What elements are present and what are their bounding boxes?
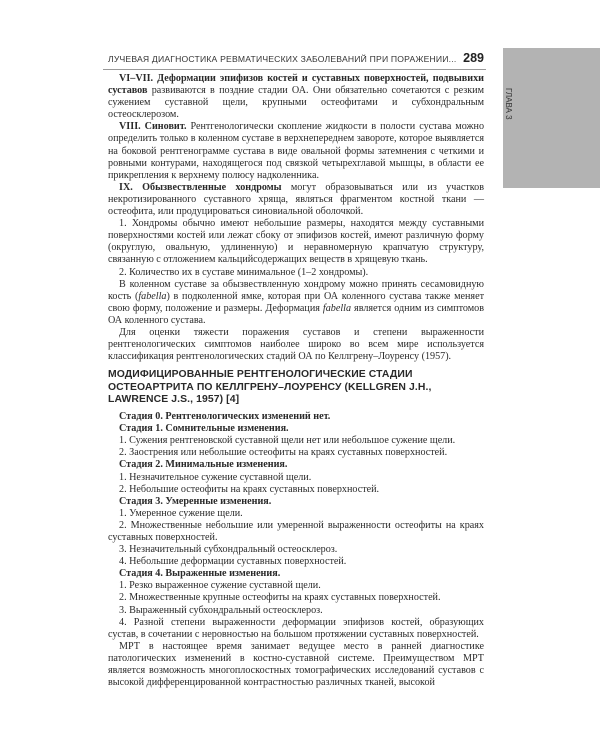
list-item: 1. Умеренное сужение щели. xyxy=(119,507,243,519)
list-item: 1. Сужения рентгеновской суставной щели нет или небольшое сужение щели. xyxy=(119,435,456,447)
list-item: 1. Незначительное сужение суставной щели. xyxy=(119,471,312,483)
page-body xyxy=(108,73,484,689)
header-rule xyxy=(103,69,486,70)
list-item: 2. Множественные небольшие или умеренной выраженности остеофиты на краях суставных поверхностей. xyxy=(108,519,484,543)
paragraph-classification: Для оценки тяжести поражения суставов и степени выраженности рентгенологических симптомов наиболее широко во всем мире используется классификация рентгенологических стадий ОА по Келлгрену–Лоуренсу (1957). xyxy=(108,326,484,363)
paragraph-fabella: В коленном суставе за обызвествленную хондрому можно принять сесамовидную кость (fabella) в подколенной ямке, которая при ОА коленного сустава также меняет свою форму, положение и размеры. Деформация fabella является одним из симптомов ОА коленного сустава. xyxy=(108,278,484,326)
list-item: 3. Выраженный субхондральный остеосклероз. xyxy=(119,604,323,616)
paragraph-deformations: VI–VII. Деформации эпифизов костей и суставных поверхностей, подвывихи суставов развиваются в поздние стадии ОА. Они обязательно сочетаются с резким сужением суставной щели, крупными остеофитами и субхондральным остеосклерозом. xyxy=(108,73,484,121)
list-item: 1. Резко выраженное сужение суставной щели. xyxy=(119,580,321,592)
stage-heading: Стадия 1. Сомнительные изменения. xyxy=(119,423,289,435)
stage-heading: Стадия 0. Рентгенологических изменений нет. xyxy=(119,411,331,423)
chapter-tab-label: ГЛАВА 3 xyxy=(504,88,513,120)
list-item: 4. Разной степени выраженности деформации эпифизов костей, образующих сустав, в сочетании с неровностью на большом протяжении суставных поверхностей. xyxy=(108,616,484,640)
list-item: 2. Множественные крупные остеофиты на краях суставных поверхностей. xyxy=(119,592,441,604)
stage-heading: Стадия 4. Выраженные изменения. xyxy=(119,568,281,580)
list-item: 1. Хондромы обычно имеют небольшие размеры, находятся между суставными поверхностями костей или лежат сбоку от эпифизов костей, имеют различную форму (округлую, овальную, удлиненную) и неравномерную крапчатую структуру, связанную с отложением кальцийсодержащих веществ в хрящевую ткань. xyxy=(108,218,484,266)
list-item: 2. Небольшие остеофиты на краях суставных поверхностей. xyxy=(119,483,380,495)
paragraph-synovitis: VIII. Синовит. Рентгенологически скопление жидкости в полости сустава можно определить только в коленном суставе в верхнепереднем завороте, которое выявляется на боковой рентгенограмме сустава в виде овальной формы затемнения с четкими и ровными контурами, находящегося под связкой четырехглавой мышцы, в области ее прикрепления к верхнему полюсу надколенника. xyxy=(108,121,485,181)
stages-list xyxy=(108,411,484,641)
running-head: ЛУЧЕВАЯ ДИАГНОСТИКА РЕВМАТИЧЕСКИХ ЗАБОЛЕВАНИЙ ПРИ ПОРАЖЕНИИ... xyxy=(108,54,457,64)
page-number: 289 xyxy=(463,51,484,65)
stage-heading: Стадия 3. Умеренные изменения. xyxy=(119,495,272,507)
paragraph-mri: МРТ в настоящее время занимает ведущее место в ранней диагностике патологических изменений в костно-суставной системе. Преимуществом МРТ является возможность многоплоскостных томографических исследований суставов с высокой дифференцированной контрастностью различных тканей, высокой xyxy=(108,640,484,689)
stage-heading: Стадия 2. Минимальные изменения. xyxy=(119,459,288,471)
list-item: 2. Количество их в суставе минимальное (1–2 хондромы). xyxy=(119,266,369,278)
paragraph-chondromas: IX. Обызвествленные хондромы могут образовываться или из участков некротизированного суставного хряща, являться фрагментом костной ткани — остеофита, или продуцироваться синовиальной оболочкой. xyxy=(108,181,484,218)
list-item: 3. Незначительный субхондральный остеосклероз. xyxy=(119,544,338,556)
list-item: 2. Заострения или небольшие остеофиты на краях суставных поверхностей. xyxy=(119,447,448,459)
section-title: МОДИФИЦИРОВАННЫЕ РЕНТГЕНОЛОГИЧЕСКИЕ СТАДИИ ОСТЕОАРТРИТА ПО КЕЛЛГРЕНУ–ЛОУРЕНСУ (KELLGREN J.H., LAWRENCE J.S., 1957) [4] xyxy=(108,369,432,406)
chapter-tab xyxy=(503,48,600,188)
page-header xyxy=(108,53,484,67)
list-item: 4. Небольшие деформации суставных поверхностей. xyxy=(119,556,347,568)
